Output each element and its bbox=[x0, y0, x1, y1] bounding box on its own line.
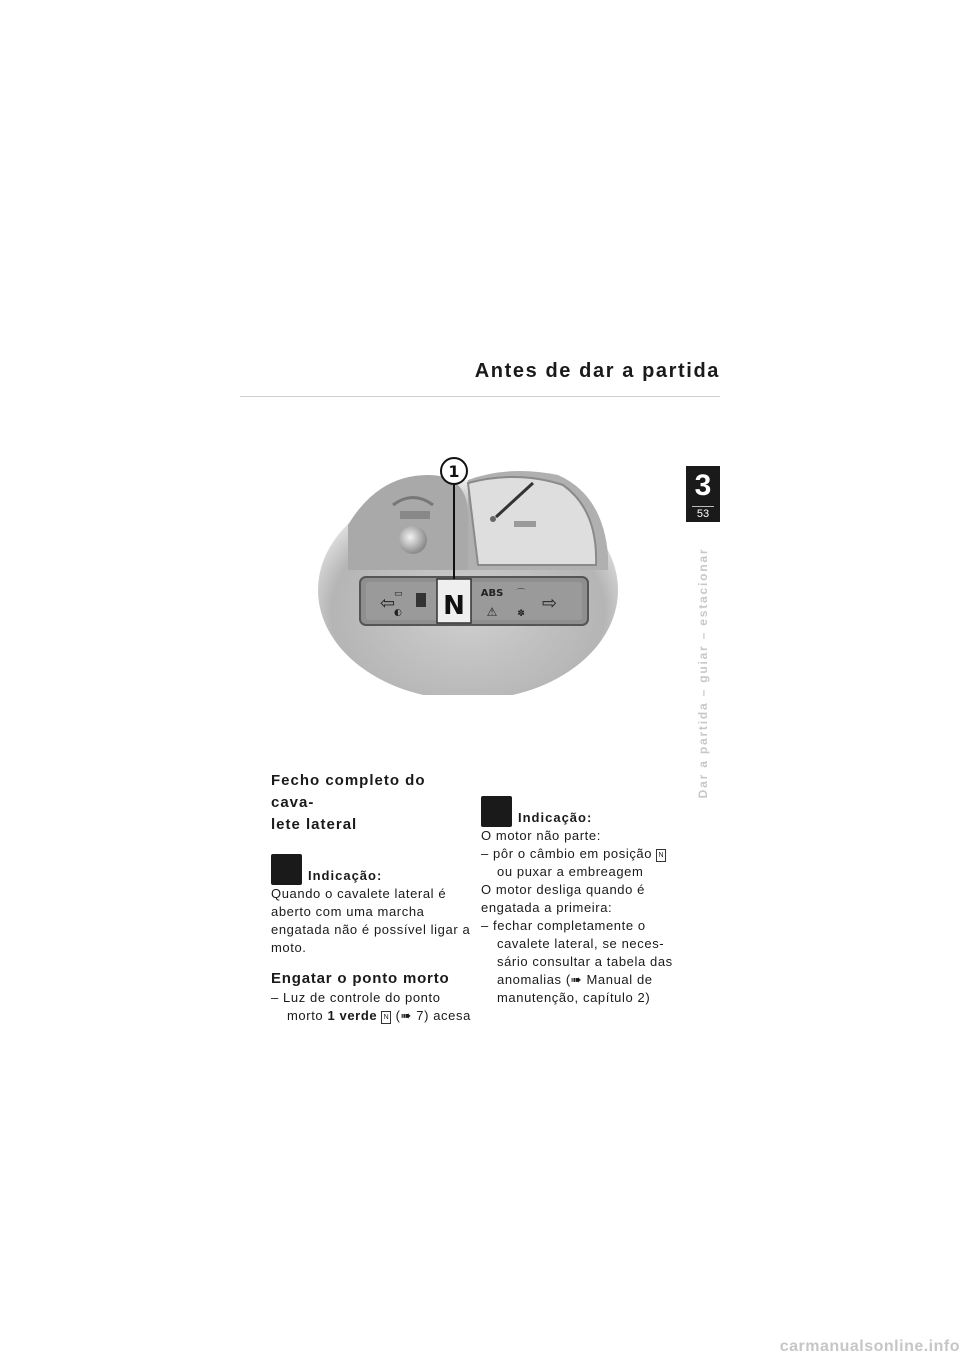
right-bullet-1 bbox=[481, 845, 676, 863]
svg-text:⇨: ⇨ bbox=[542, 593, 558, 614]
neutral-item-line1: – Luz de controle do ponto bbox=[271, 990, 441, 1005]
note-label-right: Indicação: bbox=[518, 810, 593, 825]
instrument-cluster-photo bbox=[318, 455, 618, 695]
right-line-2: O motor desliga quando é bbox=[481, 882, 645, 897]
note-text-left-2: engatada não é possível ligar a bbox=[271, 922, 471, 937]
right-bullet-2-3: anomalias (➠ Manual de bbox=[497, 972, 653, 987]
right-line-1: O motor não parte: bbox=[481, 828, 601, 843]
svg-text:✽: ✽ bbox=[517, 609, 525, 619]
note-label-left: Indicação: bbox=[308, 868, 383, 883]
note-hand-icon bbox=[271, 854, 302, 885]
neutral-item-post: (➠ 7) acesa bbox=[391, 1008, 471, 1023]
neutral-item-pre: morto bbox=[287, 1008, 328, 1023]
note-text-left-0: Quando o cavalete lateral é bbox=[271, 886, 447, 901]
side-section-text: Dar a partida – guiar – estacionar bbox=[696, 547, 710, 799]
heading-neutral: Engatar o ponto morto bbox=[271, 970, 450, 987]
neutral-indicator-letter: N bbox=[443, 591, 465, 621]
page-title: Antes de dar a partida bbox=[474, 360, 720, 382]
right-line-3: engatada a primeira: bbox=[481, 900, 613, 915]
note-block-left bbox=[271, 854, 471, 885]
callout-1: 1 bbox=[448, 462, 460, 481]
note-block-right bbox=[481, 796, 676, 827]
note-hand-icon bbox=[481, 796, 512, 827]
page-number: 53 bbox=[696, 508, 710, 520]
side-section-label bbox=[692, 548, 714, 798]
note-text-left-3: moto. bbox=[271, 940, 307, 955]
svg-text:⇦: ⇦ bbox=[380, 593, 396, 614]
right-bullet-1-text: – pôr o câmbio em posição bbox=[481, 846, 657, 861]
svg-text:⚠: ⚠ bbox=[486, 605, 498, 619]
neutral-item-line2 bbox=[271, 1007, 471, 1025]
right-bullet-2-2: sário consultar a tabela das bbox=[497, 954, 673, 969]
abs-indicator-label: ABS bbox=[480, 588, 504, 599]
right-column bbox=[481, 796, 676, 1007]
svg-text:▭: ▭ bbox=[394, 589, 403, 599]
right-bullet-2-4: manutenção, capítulo 2) bbox=[497, 990, 651, 1005]
chapter-number: 3 bbox=[694, 469, 712, 502]
neutral-symbol-box: N bbox=[381, 1011, 391, 1024]
left-column bbox=[271, 770, 471, 1025]
right-bullet-2-1: cavalete lateral, se neces- bbox=[497, 936, 665, 951]
neutral-item-bold: 1 verde bbox=[327, 1008, 378, 1023]
heading-side-stand-0: Fecho completo do cava- bbox=[271, 772, 426, 811]
watermark: carmanualsonline.info bbox=[779, 1338, 960, 1355]
neutral-symbol-box-right: N bbox=[656, 849, 666, 862]
svg-text:⌒: ⌒ bbox=[516, 589, 526, 599]
note-text-left-1: aberto com uma marcha bbox=[271, 904, 425, 919]
svg-text:◐: ◐ bbox=[394, 608, 402, 618]
right-bullet-1-line2: ou puxar a embreagem bbox=[497, 864, 644, 879]
right-bullet-2-0: – fechar completamente o bbox=[481, 918, 646, 933]
header-rule bbox=[240, 396, 720, 397]
chapter-tab bbox=[686, 466, 720, 522]
heading-side-stand-1: lete lateral bbox=[271, 816, 358, 833]
